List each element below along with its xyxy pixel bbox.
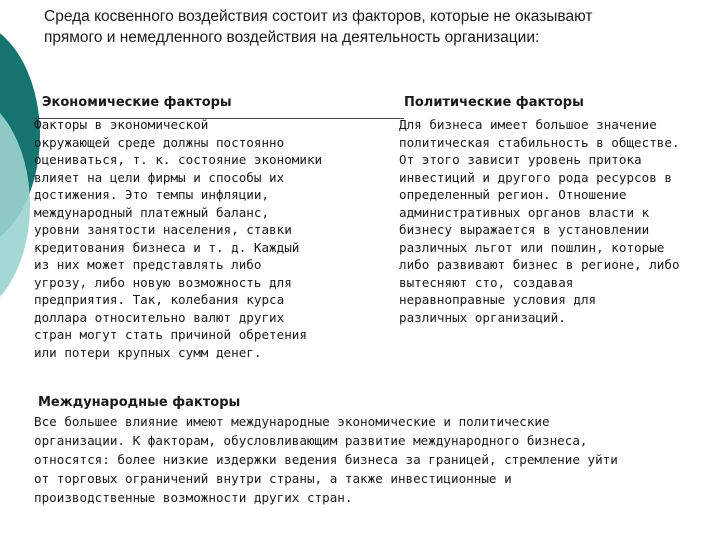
political-factors-column <box>399 93 717 326</box>
slide-title: Среда косвенного воздействия состоит из факторов, которые не оказывают прямого и немедленного воздействия на деятельность организации: <box>44 8 593 46</box>
economic-factors-column <box>34 93 374 361</box>
political-factors-text: Для бизнеса имеет большое значение политическая стабильность в обществе. От этого зависит уровень притока инвестиций и другого рода ресурсов в определенный регион. Отношение административных органов власти к бизнесу выражается в установлении различных льгот или пошлин, которые либо развивают бизнес в регионе, либо вытесняют сто, создавая неравноправные условия для различных организаций. <box>399 117 680 325</box>
international-factors-heading: Международные факторы <box>38 395 241 410</box>
economic-factors-text: Факторы в экономической окружающей среде должны постоянно оцениваться, т. к. состояние экономики влияет на цели фирмы и способы их достижения. Это темпы инфляции, международный платежный баланс, уровни занятости населения, ставки кредитования бизнеса и т. д. Каждый из них может представлять либо угрозу, либо новую возможность для предприятия. Так, колебания курса доллара относительно валют других стран могут стать причиной обретения или потери крупных сумм денег. <box>34 117 323 360</box>
international-factors-text: Все большее влияние имеют международные экономические и политические организации. К факторам, обусловливающим развитие международного бизнеса, относятся: более низкие издержки ведения бизнеса за границей, стремление уйти от торговых ограничений внутри страны, а также инвестиционные и производственные возможности других стран. <box>34 414 618 505</box>
political-factors-heading: Политические факторы <box>404 95 584 110</box>
economic-factors-heading: Экономические факторы <box>42 95 232 110</box>
international-factors-section <box>34 393 714 507</box>
